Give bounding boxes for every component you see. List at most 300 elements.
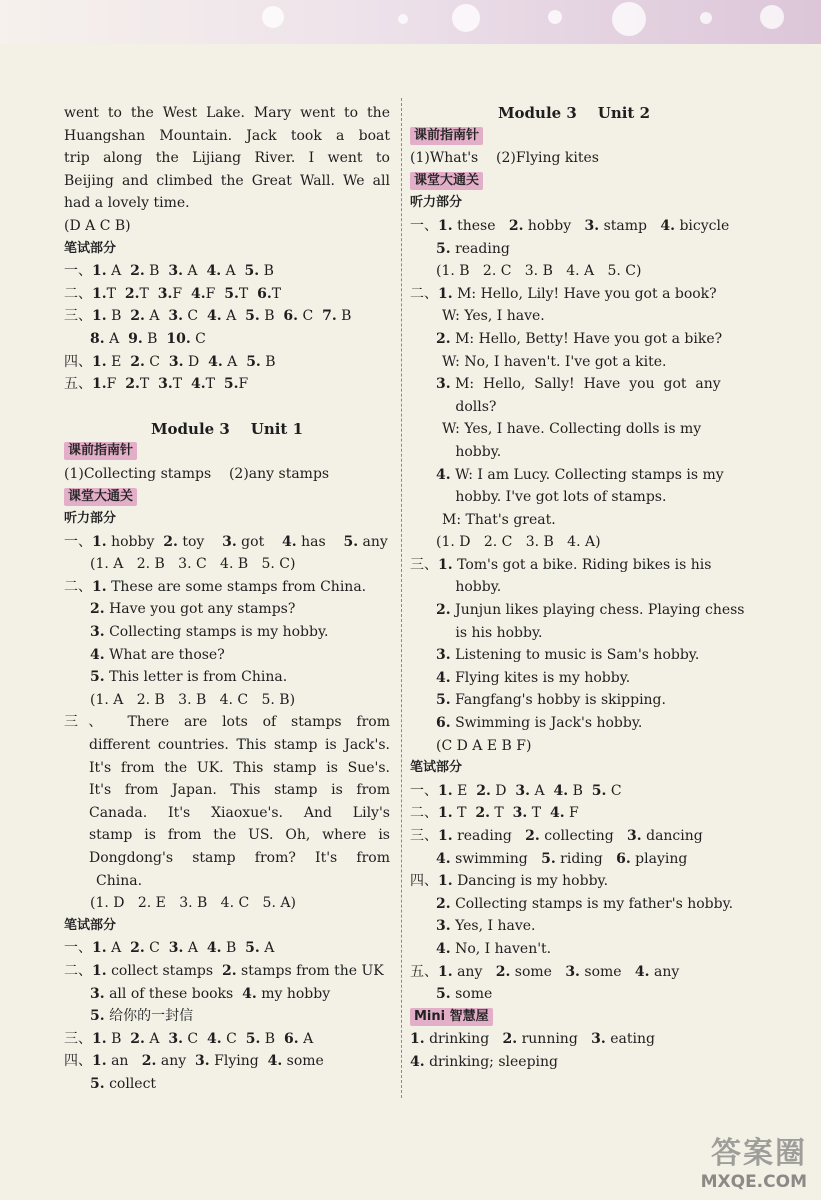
item-number: 6. bbox=[436, 715, 451, 732]
line-text: got bbox=[236, 533, 283, 550]
section-label bbox=[410, 192, 738, 215]
line-text: T bbox=[452, 805, 476, 822]
answer-line bbox=[410, 825, 738, 848]
item-number: 5. bbox=[245, 940, 260, 957]
answer-line bbox=[64, 1028, 390, 1051]
answer-line bbox=[64, 983, 390, 1006]
item-number: 2. bbox=[221, 962, 237, 979]
answer-line bbox=[410, 983, 738, 1006]
answer-line bbox=[64, 215, 390, 238]
item-number: 5. bbox=[90, 1008, 105, 1025]
line-text: 二、 bbox=[410, 285, 438, 302]
section-label bbox=[64, 508, 390, 531]
answer-line bbox=[410, 1028, 738, 1051]
section-bar-label bbox=[410, 127, 483, 145]
line-text: A bbox=[298, 1030, 314, 1047]
item-number: 1. bbox=[92, 1030, 107, 1047]
line-text: What are those? bbox=[104, 646, 225, 663]
line-text: any bbox=[452, 963, 496, 980]
line-text: A bbox=[144, 308, 169, 325]
line-text: hobby. I've got lots of stamps. bbox=[442, 489, 667, 506]
item-number: 10. bbox=[166, 330, 191, 347]
line-text: E bbox=[452, 782, 477, 799]
item-number: 3. bbox=[222, 533, 237, 550]
line-text: hobby bbox=[523, 217, 585, 234]
line-text: M: That's great. bbox=[442, 511, 556, 528]
line-text: some bbox=[282, 1053, 324, 1070]
answer-line bbox=[64, 644, 390, 667]
line-text: 二、 bbox=[64, 962, 92, 979]
item-number: 1. bbox=[92, 353, 107, 370]
line-text: A bbox=[530, 782, 554, 799]
line-text: F bbox=[106, 376, 126, 393]
item-number: 4. bbox=[549, 805, 565, 822]
answer-line bbox=[410, 599, 745, 622]
line-text: 课前指南针 bbox=[414, 127, 480, 143]
item-number: 4. bbox=[90, 646, 105, 663]
line-text: A bbox=[259, 940, 275, 957]
item-number: 1. bbox=[438, 963, 453, 980]
line-text: had a lovely time. bbox=[64, 195, 190, 212]
line-text: A bbox=[144, 1030, 169, 1047]
item-number: 5. bbox=[246, 353, 261, 370]
line-text: 二、 bbox=[410, 805, 438, 822]
item-number: 3. bbox=[168, 353, 184, 370]
line-text: collect bbox=[104, 1075, 157, 1092]
line-text: 给你的一封信 bbox=[104, 1008, 194, 1025]
right-column bbox=[410, 102, 745, 1074]
answer-line bbox=[410, 735, 738, 758]
left-column bbox=[64, 102, 390, 1096]
item-number: 3. bbox=[158, 376, 173, 393]
item-number: 1. bbox=[92, 263, 107, 280]
line-text: T bbox=[172, 376, 191, 393]
line-text: E bbox=[106, 353, 131, 370]
item-number: 3. bbox=[90, 624, 105, 641]
line-text: F bbox=[172, 285, 191, 302]
line-text: 四、 bbox=[64, 1053, 92, 1070]
item-number: 4. bbox=[660, 217, 675, 234]
item-number: 1. bbox=[438, 873, 453, 890]
line-text: drinking bbox=[424, 1031, 503, 1048]
section-bar-label bbox=[64, 442, 137, 460]
line-text: 一、 bbox=[64, 263, 92, 280]
line-text: T bbox=[489, 805, 513, 822]
line-text: W: No, I haven't. I've got a kite. bbox=[442, 353, 667, 370]
decorative-bubble bbox=[612, 2, 646, 36]
item-number: 5. bbox=[224, 285, 239, 302]
line-text: A bbox=[106, 263, 131, 280]
line-text: M: Hello, Lily! Have you got a book? bbox=[452, 285, 717, 302]
line-text: (1. A 2. B 3. C 4. B 5. C) bbox=[90, 556, 296, 573]
item-number: 4. bbox=[553, 782, 569, 799]
line-text: China. bbox=[96, 872, 143, 889]
passage-line bbox=[64, 847, 390, 870]
line-text: Canada. It's Xiaoxue's. And Lily's bbox=[89, 804, 390, 821]
line-text: 一、 bbox=[64, 940, 92, 957]
line-text: dolls? bbox=[442, 398, 497, 415]
line-text: (1. A 2. B 3. B 4. C 5. B) bbox=[90, 691, 296, 708]
answer-line bbox=[64, 373, 390, 396]
item-number: 5. bbox=[436, 240, 451, 257]
decorative-bubble bbox=[760, 5, 784, 29]
line-text: an bbox=[106, 1053, 142, 1070]
line-text: B bbox=[259, 263, 274, 280]
line-text: 三、 bbox=[410, 828, 438, 844]
line-text: C bbox=[144, 353, 169, 370]
answer-line bbox=[64, 621, 390, 644]
item-number: 5. bbox=[90, 1075, 105, 1092]
item-number: 1. bbox=[92, 1053, 107, 1070]
item-number: 4. bbox=[206, 940, 222, 957]
item-number: 3. bbox=[584, 217, 600, 234]
item-number: 4. bbox=[436, 940, 451, 957]
line-text: B bbox=[106, 308, 131, 325]
line-text: Module 3 Unit 2 bbox=[497, 104, 651, 122]
answer-line bbox=[410, 486, 738, 509]
answer-line bbox=[64, 1005, 390, 1028]
item-number: 3. bbox=[515, 782, 531, 799]
answer-line bbox=[410, 531, 738, 554]
answer-line bbox=[410, 418, 738, 441]
line-text: F bbox=[564, 805, 579, 822]
line-text: any bbox=[156, 1053, 196, 1070]
line-text: my hobby bbox=[256, 985, 331, 1002]
answer-line bbox=[410, 509, 738, 532]
line-text: A bbox=[104, 330, 129, 347]
decorative-bubble bbox=[398, 14, 408, 24]
module-heading bbox=[64, 418, 390, 441]
line-text: T bbox=[139, 285, 158, 302]
line-text: W: Yes, I have. Collecting dolls is my bbox=[442, 421, 702, 438]
item-number: 2. bbox=[141, 1053, 157, 1070]
item-number: 2. bbox=[525, 828, 540, 844]
item-number: 5. bbox=[343, 533, 359, 550]
watermark-logo: 答案圈 bbox=[711, 1136, 807, 1171]
answer-line bbox=[410, 1051, 738, 1074]
item-number: 1. bbox=[92, 285, 107, 302]
answer-line bbox=[410, 283, 738, 306]
answer-line bbox=[410, 441, 738, 464]
line-text: collect stamps bbox=[106, 962, 222, 979]
line-text: some bbox=[510, 963, 566, 980]
item-number: 2. bbox=[495, 963, 511, 980]
passage-line bbox=[64, 147, 390, 170]
line-text: (1)What's (2)Flying kites bbox=[410, 150, 599, 167]
line-text: B bbox=[336, 308, 352, 325]
item-number: 2. bbox=[476, 782, 491, 799]
line-text: all of these books bbox=[104, 985, 243, 1002]
item-number: 4. bbox=[410, 1053, 425, 1070]
item-number: 5. bbox=[245, 308, 260, 325]
answer-line bbox=[410, 802, 738, 825]
passage-line bbox=[64, 102, 390, 125]
line-text: Listening to music is Sam's hobby. bbox=[450, 647, 700, 664]
line-text: Module 3 Unit 1 bbox=[150, 419, 304, 438]
line-text: 课堂大通关 bbox=[68, 488, 134, 504]
watermark-url: MXQE.COM bbox=[700, 1172, 807, 1192]
line-text: Flying bbox=[209, 1053, 268, 1070]
item-number: 5. bbox=[90, 669, 105, 686]
answer-line bbox=[410, 893, 738, 916]
answer-line bbox=[410, 848, 738, 871]
item-number: 1. bbox=[438, 782, 453, 799]
decorative-header-band bbox=[0, 0, 821, 44]
answer-line bbox=[410, 238, 738, 261]
line-text: Huangshan Mountain. Jack took a boat bbox=[64, 127, 390, 144]
line-text: A bbox=[221, 263, 245, 280]
line-text: B bbox=[106, 1030, 131, 1047]
item-number: 2. bbox=[130, 263, 145, 280]
line-text: A bbox=[106, 940, 131, 957]
section-label bbox=[64, 915, 390, 938]
answer-line bbox=[64, 260, 390, 283]
passage-line bbox=[64, 711, 390, 734]
line-text: eating bbox=[605, 1031, 655, 1048]
column-divider bbox=[401, 98, 402, 1098]
item-number: 2. bbox=[130, 308, 145, 325]
line-text: A bbox=[182, 263, 207, 280]
item-number: 2. bbox=[436, 330, 451, 347]
line-text: A bbox=[183, 940, 207, 957]
passage-line bbox=[64, 824, 390, 847]
line-text: (1. D 2. E 3. B 4. C 5. A) bbox=[90, 895, 296, 912]
line-text: bicycle bbox=[675, 217, 730, 234]
item-number: 2. bbox=[124, 285, 140, 302]
line-text: Swimming is Jack's hobby. bbox=[450, 715, 643, 732]
answer-line bbox=[410, 915, 738, 938]
answer-line bbox=[64, 576, 390, 599]
section-bar bbox=[410, 170, 738, 193]
answer-line bbox=[64, 553, 390, 576]
line-text: Collecting stamps is my father's hobby. bbox=[450, 895, 734, 912]
item-number: 4. bbox=[282, 533, 297, 550]
item-number: 1. bbox=[438, 556, 453, 573]
item-number: 2. bbox=[502, 1031, 518, 1048]
item-number: 2. bbox=[125, 376, 140, 393]
line-text: drinking; sleeping bbox=[424, 1053, 558, 1070]
item-number: 2. bbox=[130, 940, 145, 957]
line-text: 五、 bbox=[64, 376, 92, 393]
line-text: C bbox=[298, 308, 323, 325]
item-number: 5. bbox=[244, 263, 260, 280]
item-number: 1. bbox=[410, 1031, 425, 1048]
line-text: C bbox=[182, 308, 208, 325]
item-number: 2. bbox=[130, 1030, 145, 1047]
answer-line bbox=[410, 396, 738, 419]
line-text: Fangfang's hobby is skipping. bbox=[450, 692, 666, 709]
item-number: 5. bbox=[541, 850, 556, 867]
answer-line bbox=[64, 892, 390, 915]
item-number: 1. bbox=[92, 578, 107, 595]
line-text: any bbox=[649, 963, 680, 980]
line-text: 一、 bbox=[410, 782, 438, 799]
answer-line bbox=[64, 351, 390, 374]
item-number: 3. bbox=[565, 963, 580, 980]
item-number: 3. bbox=[168, 308, 183, 325]
item-number: 1. bbox=[438, 285, 453, 302]
answer-line bbox=[410, 464, 738, 487]
item-number: 4. bbox=[206, 263, 222, 280]
line-text: riding bbox=[555, 850, 617, 867]
line-text: collecting bbox=[539, 828, 628, 844]
answer-line bbox=[410, 870, 738, 893]
item-number: 4. bbox=[436, 850, 451, 867]
item-number: 1. bbox=[92, 533, 107, 550]
item-number: 3. bbox=[627, 828, 642, 844]
line-text: swimming bbox=[450, 850, 542, 867]
item-number: 1. bbox=[438, 217, 453, 234]
item-number: 4. bbox=[436, 669, 451, 686]
decorative-bubble bbox=[452, 4, 480, 32]
line-text: hobby. bbox=[442, 443, 502, 460]
answer-line bbox=[410, 554, 738, 577]
line-text: C bbox=[144, 940, 169, 957]
line-text: went to the West Lake. Mary went to the bbox=[64, 105, 390, 121]
line-text: stamp bbox=[599, 217, 661, 234]
line-text: C bbox=[190, 330, 206, 347]
decorative-bubble bbox=[548, 10, 562, 24]
line-text: 课堂大通关 bbox=[414, 172, 480, 188]
answer-line bbox=[410, 305, 738, 328]
item-number: 2. bbox=[436, 895, 451, 912]
item-number: 2. bbox=[508, 217, 524, 234]
line-text: B bbox=[221, 940, 246, 957]
section-bar bbox=[410, 125, 738, 148]
answer-line bbox=[410, 667, 738, 690]
answer-line bbox=[64, 689, 390, 712]
answer-line bbox=[410, 961, 738, 984]
item-number: 4. bbox=[267, 1053, 283, 1070]
answer-line bbox=[410, 780, 738, 803]
item-number: 3. bbox=[436, 918, 451, 935]
site-watermark bbox=[701, 1128, 807, 1192]
line-text: 听力部分 bbox=[410, 195, 463, 211]
answer-line bbox=[64, 305, 390, 328]
answer-line bbox=[64, 666, 390, 689]
item-number: 9. bbox=[128, 330, 143, 347]
line-text: has bbox=[296, 533, 344, 550]
line-text: some bbox=[579, 963, 635, 980]
line-text: 一、 bbox=[64, 533, 92, 550]
line-text: hobby bbox=[106, 533, 164, 550]
module-heading bbox=[410, 102, 738, 125]
line-text: Tom's got a bike. Riding bikes is his bbox=[452, 556, 712, 573]
decorative-bubble bbox=[262, 6, 284, 28]
item-number: 7. bbox=[322, 308, 337, 325]
section-label bbox=[64, 238, 390, 261]
line-text: stamp is from the US. Oh, where is bbox=[89, 827, 390, 844]
decorative-bubble bbox=[700, 12, 712, 24]
item-number: 2. bbox=[130, 353, 145, 370]
line-text: 笔试部分 bbox=[64, 917, 117, 933]
item-number: 2. bbox=[163, 533, 178, 550]
item-number: 1. bbox=[92, 376, 107, 393]
line-text: B bbox=[142, 330, 167, 347]
item-number: 6. bbox=[283, 308, 299, 325]
line-text: reading bbox=[450, 240, 510, 257]
item-number: 1. bbox=[438, 805, 453, 822]
answer-line bbox=[64, 463, 390, 486]
answer-line bbox=[64, 1050, 390, 1073]
line-text: D bbox=[490, 782, 516, 799]
line-text: 一、 bbox=[410, 217, 438, 234]
item-number: 2. bbox=[436, 602, 451, 619]
line-text: 三、 bbox=[64, 1030, 92, 1047]
line-text: hobby. bbox=[442, 579, 502, 596]
line-text: This letter is from China. bbox=[104, 669, 288, 686]
line-text: reading bbox=[452, 828, 526, 844]
answer-line bbox=[410, 215, 738, 238]
line-text: These are some stamps from China. bbox=[106, 578, 367, 595]
line-text: any bbox=[358, 533, 388, 550]
answer-line bbox=[64, 960, 390, 983]
answer-line bbox=[410, 147, 738, 170]
line-text: A bbox=[222, 353, 247, 370]
line-text: 四、 bbox=[64, 353, 92, 370]
item-number: 6. bbox=[257, 285, 272, 302]
item-number: 6. bbox=[616, 850, 631, 867]
line-text: B bbox=[568, 782, 592, 799]
line-text: M: Hello, Betty! Have you got a bike? bbox=[450, 330, 723, 347]
line-text: running bbox=[517, 1031, 592, 1048]
line-text: toy bbox=[177, 533, 223, 550]
item-number: 5. bbox=[436, 986, 451, 1003]
item-number: 3. bbox=[436, 647, 451, 664]
answer-line bbox=[64, 531, 390, 554]
line-text: 二、 bbox=[64, 285, 92, 302]
line-text: stamps from the UK bbox=[236, 962, 384, 979]
item-number: 5. bbox=[436, 692, 451, 709]
item-number: 4. bbox=[242, 985, 257, 1002]
line-text: 课前指南针 bbox=[68, 443, 134, 459]
line-text: F bbox=[238, 376, 249, 393]
line-text: playing bbox=[630, 850, 688, 867]
item-number: 5. bbox=[245, 1030, 261, 1047]
answer-line bbox=[410, 938, 738, 961]
item-number: 3. bbox=[168, 940, 184, 957]
item-number: 2. bbox=[475, 805, 490, 822]
answer-line bbox=[64, 283, 390, 306]
line-text: C bbox=[182, 1030, 208, 1047]
section-bar bbox=[410, 1006, 738, 1029]
answer-line bbox=[410, 373, 738, 396]
line-text: (1. B 2. C 3. B 4. A 5. C) bbox=[436, 263, 642, 280]
line-text: B bbox=[260, 1030, 284, 1047]
line-text: T bbox=[271, 285, 282, 302]
item-number: 4. bbox=[191, 376, 206, 393]
passage-line bbox=[64, 734, 390, 757]
item-number: 5. bbox=[223, 376, 239, 393]
answer-line bbox=[64, 937, 390, 960]
item-number: 4. bbox=[207, 1030, 222, 1047]
line-text: Have you got any stamps? bbox=[104, 601, 296, 618]
answer-line bbox=[64, 192, 390, 215]
item-number: 8. bbox=[90, 330, 105, 347]
line-text: C bbox=[221, 1030, 246, 1047]
line-text: It's from Japan. This stamp is from bbox=[89, 782, 390, 799]
answer-line bbox=[410, 622, 738, 645]
line-text: W: I am Lucy. Collecting stamps is my bbox=[450, 466, 724, 483]
line-text: F bbox=[205, 285, 225, 302]
item-number: 3. bbox=[195, 1053, 210, 1070]
line-text: B bbox=[144, 263, 169, 280]
answer-line bbox=[410, 576, 738, 599]
line-text: Mini 智慧屋 bbox=[414, 1008, 489, 1024]
line-text: different countries. This stamp is Jack's. bbox=[89, 737, 390, 754]
item-number: 3. bbox=[512, 805, 528, 822]
item-number: 3. bbox=[436, 376, 451, 393]
